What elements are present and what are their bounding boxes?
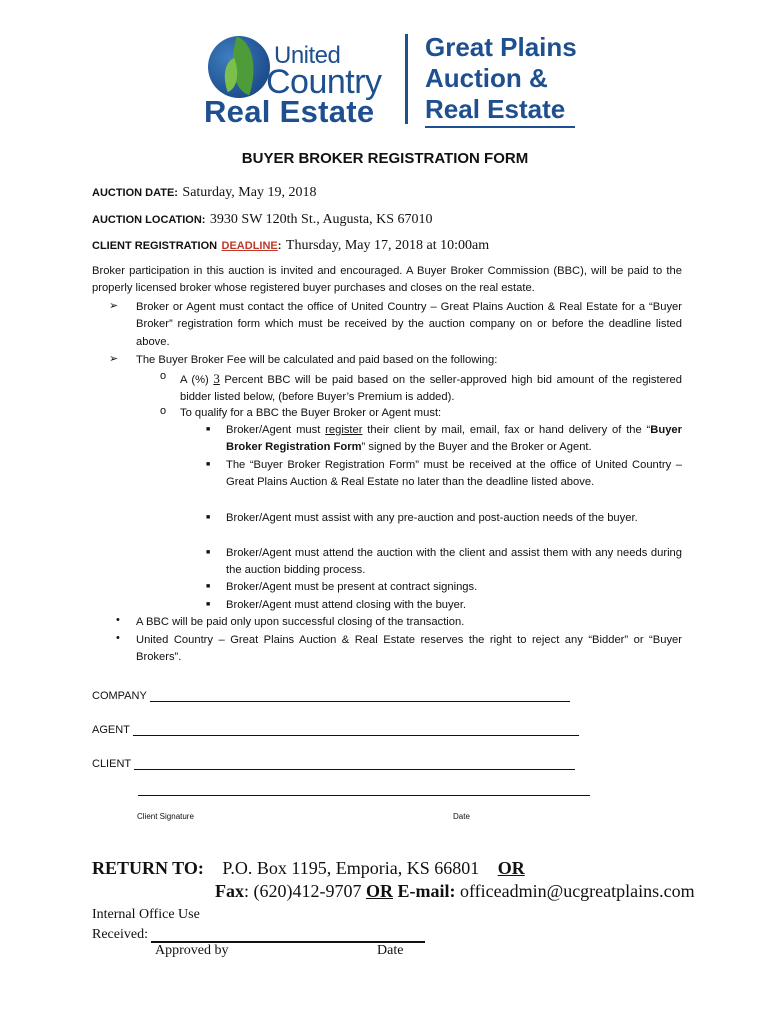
logo-auction: Auction & [425,63,548,93]
dot-2-text: United Country – Great Plains Auction & Real Estate reserves the right to reject any “Bidder” or “Buyer Brokers”. [136,634,682,664]
square-bullet-icon: ■ [206,549,211,556]
company-label: COMPANY [92,690,147,702]
dot-1-text: A BBC will be paid only upon successful closing of the transaction. [136,616,465,628]
company-logo [200,30,580,130]
req-1-bold: Buyer Broker Registration Form [226,424,683,454]
return-to-label: RETURN TO: [92,858,204,878]
req-1-b: their client by mail, email, fax or hand delivery of the “ [362,424,651,436]
logo-great-plains: Great Plains [425,32,577,62]
client-signature-label: Client Signature [137,812,194,821]
auction-date-value: Saturday, May 19, 2018 [182,185,317,200]
logo-underline [425,126,575,128]
client-label: CLIENT [92,758,131,770]
req-5-text: Broker/Agent must be present at contract signings. [226,581,478,593]
auction-location-label: AUCTION LOCATION: [92,214,206,226]
agent-field [92,723,579,736]
list-item [206,422,682,457]
req-1-a: Broker/Agent must [226,424,326,436]
list-item [109,299,682,351]
intro-paragraph: Broker participation in this auction is invited and encouraged. A Buyer Broker Commission (BBC), will be paid to the properly licensed broker whose registered buyer purchases and closes on the real estate. [92,265,682,295]
date-label: Date [453,812,470,821]
received-input[interactable] [151,925,425,943]
or-2: OR [365,881,393,901]
auction-location-value: 3930 SW 120th St., Augusta, KS 67010 [209,212,433,227]
arrow-bullet-icon: ➢ [109,353,119,365]
client-registration-value: Thursday, May 17, 2018 at 10:00am [285,238,490,253]
return-address: P.O. Box 1195, Emporia, KS 66801 [222,858,480,878]
bullet-2-text: The Buyer Broker Fee will be calculated and paid based on the following: [136,354,498,366]
circle-bullet-icon: o [160,405,167,417]
approved-by-label: Approved by [155,943,229,958]
list-item [206,457,682,492]
internal-office-label: Internal Office Use [92,907,200,922]
percent-value: 3 [213,371,220,386]
circle-bullet-icon: o [160,370,167,382]
sub-1-prefix: A (%) [180,374,209,386]
req-1-text [226,422,682,457]
req-6-text: Broker/Agent must attend closing with the buyer. [226,599,467,611]
auction-location-row [92,210,433,228]
company-field [92,689,570,702]
client-input[interactable] [134,757,575,770]
signature-line[interactable] [138,795,590,796]
list-item [160,405,682,422]
arrow-bullet-icon: ➢ [109,300,119,312]
list-item [206,545,682,580]
list-item [109,352,682,369]
client-field [92,757,575,770]
email-address[interactable]: officeadmin@ucgreatplains.com [455,881,695,901]
email-label: E-mail: [392,881,456,901]
list-item [118,632,682,667]
fax-email-line [215,881,695,902]
logo-country: Country [266,63,382,101]
auction-date-row [92,183,316,201]
fax-number: : (620)412-9707 [244,881,366,901]
fax-label: Fax [215,881,244,901]
deadline-colon: : [277,240,282,252]
list-item [206,510,682,527]
logo-real-estate: Real Estate [204,94,375,129]
sub-1-rest: Percent BBC will be paid based on the seller-approved high bid amount of the registered bidder listed below, (before Buyer’s Premium is added). [180,374,683,404]
auction-date-label: AUCTION DATE: [92,187,178,199]
dot-bullet-icon: • [116,632,120,644]
deadline-label: DEADLINE [221,240,278,252]
logo-real-estate-2: Real Estate [425,94,566,124]
agent-input[interactable] [133,723,579,736]
req-4-text: Broker/Agent must attend the auction with the client and assist them with any needs during the auction bidding process. [226,547,682,577]
office-date-label: Date [377,943,404,958]
square-bullet-icon: ■ [206,426,211,433]
req-2-text: The “Buyer Broker Registration Form” must be received at the office of United Country – Great Plains Auction & Real Estate no later than the deadline listed above. [226,459,682,489]
square-bullet-icon: ■ [206,601,211,608]
sub-1-text [180,370,682,407]
agent-label: AGENT [92,724,130,736]
req-1-c: ” signed by the Buyer and the Broker or Agent. [361,441,592,454]
list-item [206,579,682,596]
sub-2-text: To qualify for a BBC the Buyer Broker or Agent must: [180,407,442,419]
form-title: BUYER BROKER REGISTRATION FORM [241,150,529,167]
list-item [160,370,682,407]
received-label: Received: [92,927,148,942]
client-registration-label: CLIENT REGISTRATION [92,240,218,252]
list-item [206,597,682,614]
logo-united: United [274,42,341,69]
return-to-line [92,858,525,879]
req-3-text: Broker/Agent must assist with any pre-auction and post-auction needs of the buyer. [226,512,638,524]
or-1: OR [497,858,525,878]
square-bullet-icon: ■ [206,461,211,468]
client-registration-row [92,236,489,254]
square-bullet-icon: ■ [206,514,211,521]
square-bullet-icon: ■ [206,583,211,590]
bullet-1-text: Broker or Agent must contact the office of United Country – Great Plains Auction & Real Estate for a “Buyer Broker” registration form which must be received by the auction company on or before the deadline listed above. [136,301,682,348]
dot-bullet-icon: • [116,614,120,626]
received-row [92,925,425,943]
list-item [118,614,682,631]
logo-divider [405,34,408,124]
company-input[interactable] [150,689,570,702]
req-1-register: register [325,424,363,436]
